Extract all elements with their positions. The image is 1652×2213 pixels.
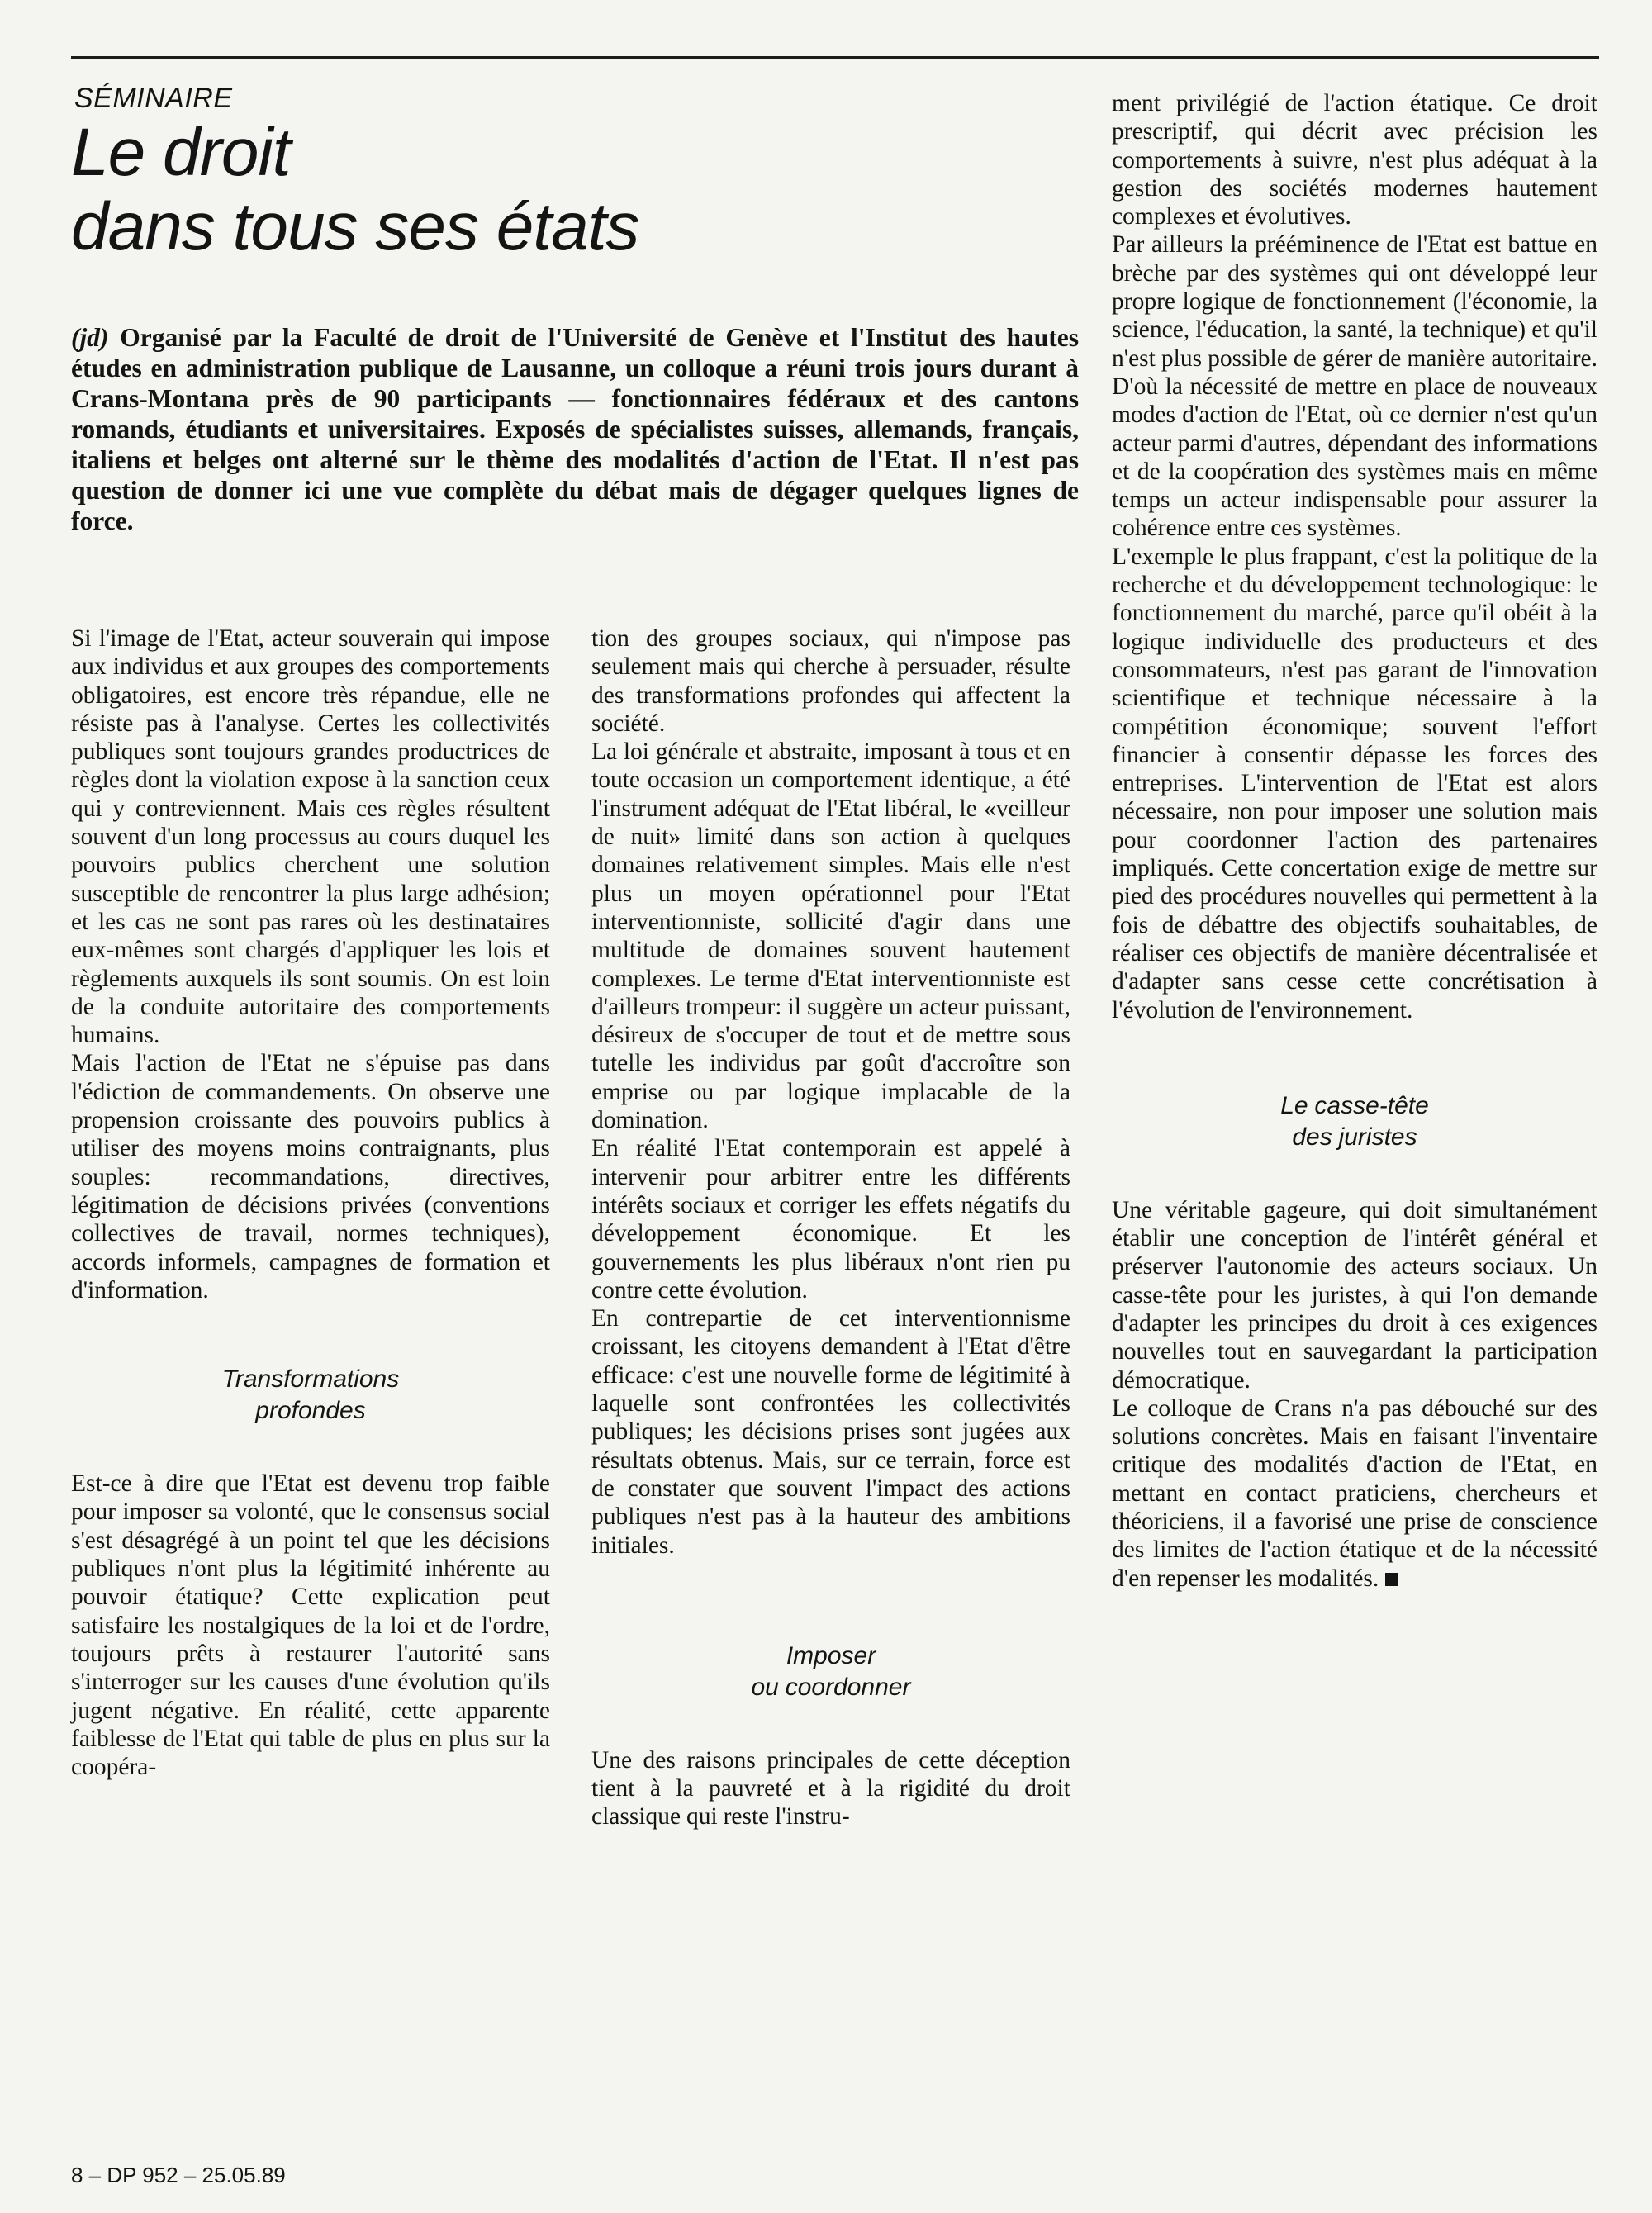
column-2 <box>591 624 1070 1831</box>
author-initials: (jd) <box>71 323 109 352</box>
body-paragraph: tion des groupes sociaux, qui n'impose pas seulement mais qui cherche à persuader, résulte des transformations profondes qui affectent la société. <box>591 625 1070 737</box>
body-paragraph: Est-ce à dire que l'Etat est devenu trop faible pour imposer sa volonté, que le consensus social s'est désagrégé à un point tel que les décisions publiques n'ont plus la légitimité inhérente au pouvoir étatique? Cette explication peut satisfaire les nostalgiques de la loi et de l'ordre, toujours prêts à restaurer l'autorité sans s'interroger sur les causes d'une évolution qu'ils jugent négative. En réalité, cette apparente faiblesse de l'Etat qui table de plus en plus sur la coopéra- <box>71 1470 550 1781</box>
article-title <box>71 116 1062 264</box>
subheading-transformations <box>71 1364 550 1427</box>
subheading-line: des juristes <box>1292 1123 1417 1151</box>
subheading-line: ou coordonner <box>751 1673 911 1701</box>
body-paragraph: ment privilégié de l'action étatique. Ce droit prescriptif, qui décrit avec précision les comportements à suivre, n'est plus adéquat à la gestion des sociétés modernes hautement complexes et évolutives. <box>1112 90 1597 230</box>
page-footer: 8 – DP 952 – 25.05.89 <box>71 2163 286 2187</box>
lead-text: Organisé par la Faculté de droit de l'Université de Genève et l'Institut des hautes études en administration publique de Lausanne, un colloque a réuni trois jours durant à Crans-Montana près de 90 participants — fonctionnaires fédéraux et des cantons romands, étudiants et universitaires. Exposés de spécialistes suisses, allemands, français, italiens et belges ont alterné sur le thème des modalités d'action de l'Etat. Il n'est pas question de donner ici une vue complète du débat mais de dégager quelques lignes de force. <box>71 323 1079 535</box>
subheading-casse-tete <box>1112 1090 1597 1153</box>
column-3 <box>1112 89 1597 1593</box>
body-paragraph <box>1112 1394 1597 1593</box>
lead-paragraph <box>71 322 1079 536</box>
subheading-imposer <box>591 1641 1070 1703</box>
body-paragraph: Mais l'action de l'Etat ne s'épuise pas dans l'édiction de commandements. On observe une propension croissante des pouvoirs publics à utiliser des moyens moins contraignants, plus souples: recommandations, directives, légitimation de décisions privées (conventions collectives de travail, normes techniques), accords informels, campagnes de formation et d'information. <box>71 1050 550 1304</box>
top-rule <box>71 56 1599 59</box>
subheading-line: Le casse-tête <box>1280 1091 1429 1119</box>
body-paragraph: L'exemple le plus frappant, c'est la politique de la recherche et du développement technologique: le fonctionnement du marché, parce qu'il obéit à la logique individuelle des producteurs et des consommateurs, n'est pas garant de l'innovation scientifique et technique nécessaire à la compétition économique; souvent l'effort financier à consentir dépasse les forces des entreprises. L'intervention de l'Etat est alors nécessaire, non pour imposer une solution mais pour coordonner l'action des partenaires impliqués. Cette concertation exige de mettre sur pied des procédures nouvelles qui permettent à la fois de débattre des objectifs souhaitables, de réaliser ces objectifs de manière décentralisée et d'adapter sans cesse cette concrétisation à l'évolution de l'environnement. <box>1112 543 1597 1023</box>
body-paragraph: En réalité l'Etat contemporain est appelé à intervenir pour arbitrer entre les différents intérêts sociaux et corriger les effets négatifs du développement économique. Et les gouvernements les plus libéraux n'ont rien pu contre cette évolution. <box>591 1135 1070 1304</box>
body-paragraph: Une des raisons principales de cette déception tient à la pauvreté et à la rigidité du droit classique qui reste l'instru- <box>591 1746 1070 1831</box>
subheading-line: profondes <box>255 1397 366 1425</box>
body-paragraph: Une véritable gageure, qui doit simultanément établir une conception de l'intérêt général et préserver l'autonomie des acteurs sociaux. Un casse-tête pour les juristes, à qui l'on demande d'adapter les principes du droit à ces exigences nouvelles tout en sauvegardant la participation démocratique. <box>1112 1196 1597 1394</box>
title-line-1: Le droit <box>71 115 291 190</box>
section-kicker: SÉMINAIRE <box>74 83 233 114</box>
body-paragraph: La loi générale et abstraite, imposant à tous et en toute occasion un comportement identique, a été l'instrument adéquat de l'Etat libéral, le «veilleur de nuit» limité dans son action à quelques domaines relativement simples. Mais elle n'est plus un moyen opérationnel pour l'Etat interventionniste, sollicité d'agir dans une multitude de domaines souvent hautement complexes. Le terme d'Etat interventionniste est d'ailleurs trompeur: il suggère un acteur puissant, désireux de s'occuper de tout et de mettre sous tutelle les individus par goût d'accroître son emprise ou par logique implacable de la domination. <box>591 738 1070 1134</box>
title-line-2: dans tous ses états <box>71 189 639 264</box>
subheading-line: Imposer <box>786 1641 876 1669</box>
body-paragraph: Si l'image de l'Etat, acteur souverain qui impose aux individus et aux groupes des comportements obligatoires, est encore très répandue, elle ne résiste pas à l'analyse. Certes les collectivités publiques sont toujours grandes productrices de règles dont la violation expose à la sanction ceux qui y contreviennent. Mais ces règles résultent souvent d'un long processus au cours duquel les pouvoirs publics cherchent une solution susceptible de rencontrer la plus large adhésion; et les cas ne sont pas rares où les destinataires eux-mêmes sont chargés d'appliquer les lois et règlements auxquels ils sont soumis. On est loin de la conduite autoritaire des comportements humains. <box>71 625 550 1049</box>
subheading-line: Transformations <box>221 1365 400 1394</box>
closing-text: Le colloque de Crans n'a pas débouché sur des solutions concrètes. Mais en faisant l'inventaire critique des modalités d'action de l'Etat, en mettant en contact praticiens, chercheurs et théoriciens, il a favorisé une prise de conscience des limites de l'action étatique et de la nécessité d'en repenser les modalités. <box>1112 1394 1597 1592</box>
end-mark-icon <box>1385 1573 1398 1586</box>
body-paragraph: En contrepartie de cet interventionnisme croissant, les citoyens demandent à l'Etat d'être efficace: c'est une nouvelle forme de légitimité à laquelle sont confrontées les collectivités publiques; les décisions prises sont jugées aux résultats obtenus. Mais, sur ce terrain, force est de constater que souvent l'impact des actions publiques n'est pas à la hauteur des ambitions initiales. <box>591 1305 1070 1559</box>
body-paragraph: Par ailleurs la prééminence de l'Etat est battue en brèche par des systèmes qui ont développé leur propre logique de fonctionnement (l'économie, la science, l'éducation, la santé, la technique) et qu'il n'est plus possible de gérer de manière autoritaire. D'où la nécessité de mettre en place de nouveaux modes d'action de l'Etat, où ce dernier n'est qu'un acteur parmi d'autres, dépendant des informations et de la coopération des systèmes mais en même temps un acteur indispensable pour assurer la cohérence entre ces systèmes. <box>1112 231 1597 542</box>
column-1 <box>71 624 550 1781</box>
